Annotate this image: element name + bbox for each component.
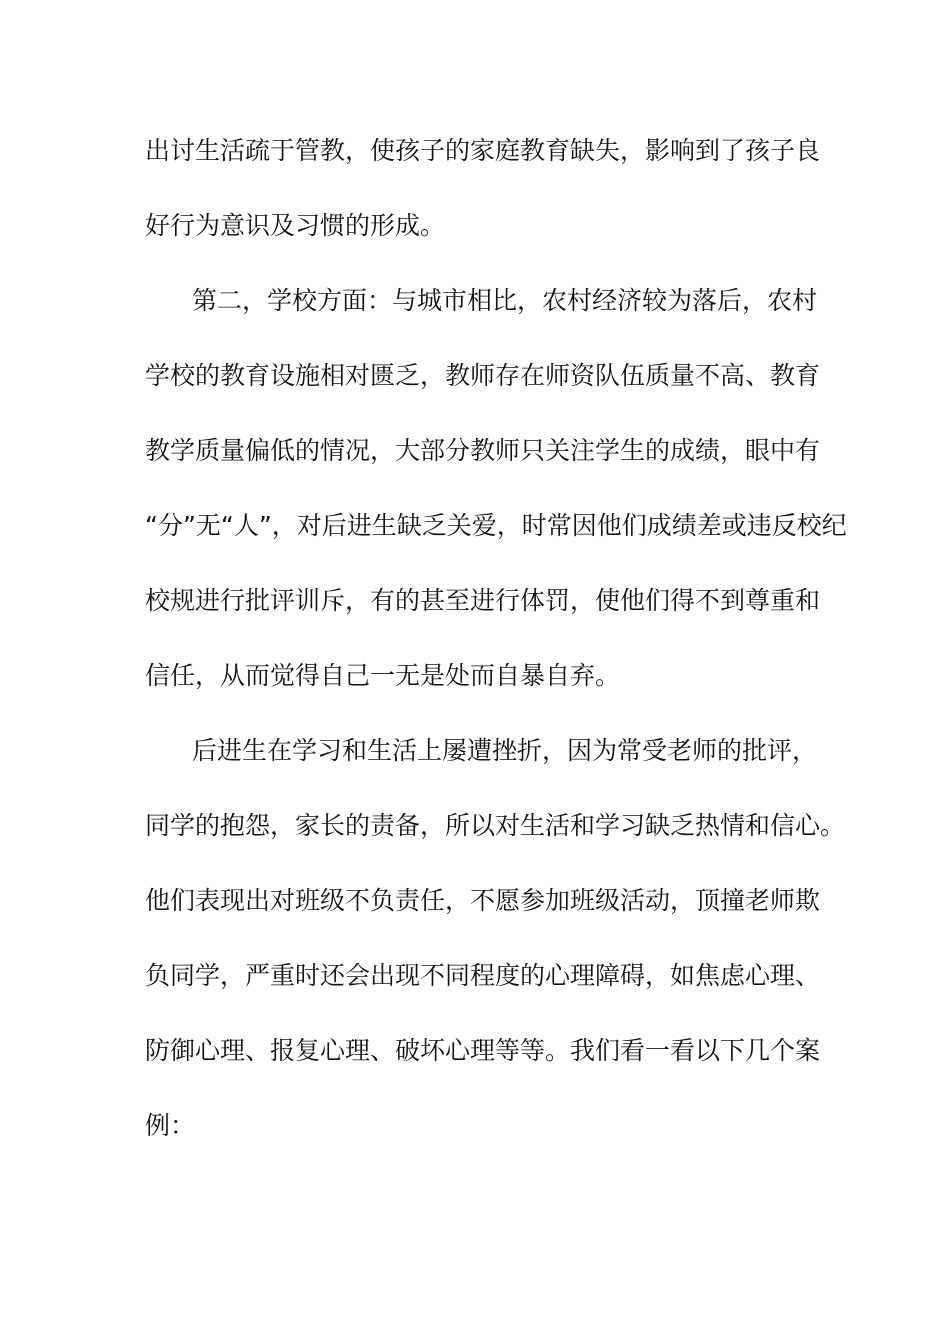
paragraph-line: “分”无“人”，对后进生缺乏关爱，时常因他们成绩差或违反校纪 <box>145 511 847 540</box>
paragraph-line: 第二，学校方面：与城市相比，农村经济较为落后，农村 <box>192 286 818 315</box>
paragraph-line: 负同学，严重时还会出现不同程度的心理障碍，如焦虑心理、 <box>145 961 821 990</box>
paragraph-line: 校规进行批评训斥，有的甚至进行体罚，使他们得不到尊重和 <box>145 586 821 615</box>
paragraph-line: 教学质量偏低的情况，大部分教师只关注学生的成绩，眼中有 <box>145 436 821 465</box>
paragraph-line: 学校的教育设施相对匮乏，教师存在师资队伍质量不高、教育 <box>145 361 821 390</box>
paragraph-line: 好行为意识及习惯的形成。 <box>145 211 446 240</box>
paragraph-line: 后进生在学习和生活上屡遭挫折，因为常受老师的批评， <box>192 736 818 765</box>
paragraph-line: 信任，从而觉得自己一无是处而自暴自弃。 <box>145 661 621 690</box>
paragraph-line: 同学的抱怨，家长的责备，所以对生活和学习缺乏热情和信心。 <box>145 811 846 840</box>
paragraph-line: 防御心理、报复心理、破坏心理等等。我们看一看以下几个案 <box>145 1036 821 1065</box>
paragraph-line: 出讨生活疏于管教，使孩子的家庭教育缺失，影响到了孩子良 <box>145 136 821 165</box>
paragraph-line: 例： <box>145 1111 196 1140</box>
paragraph-line: 他们表现出对班级不负责任，不愿参加班级活动，顶撞老师欺 <box>145 886 821 915</box>
